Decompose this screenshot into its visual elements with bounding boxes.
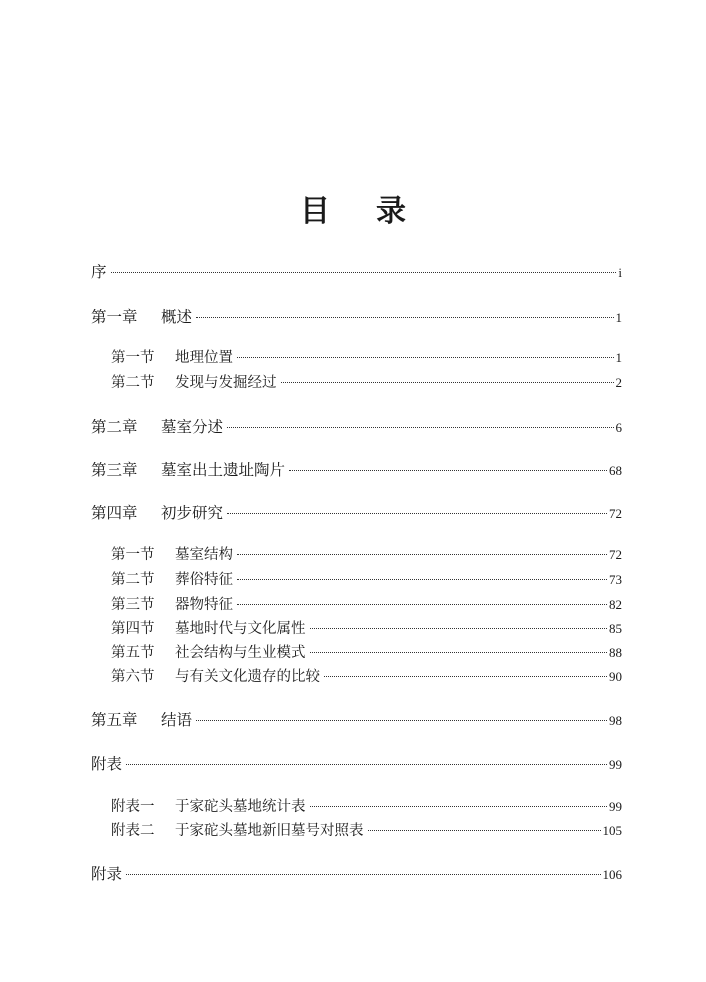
toc-leader-dots [126, 764, 607, 765]
toc-entry-number: 附表二 [111, 823, 155, 839]
toc-entry-title: 墓地时代与文化属性 [175, 621, 306, 637]
toc-entry-chapter-2[interactable] [91, 415, 622, 439]
toc-entry-section[interactable] [111, 665, 622, 689]
toc-page-number: 6 [615, 420, 622, 435]
toc-page-number: 85 [609, 621, 622, 636]
toc-entry-title: 器物特征 [175, 597, 233, 613]
toc-page-number: 98 [609, 713, 622, 728]
toc-leader-dots [310, 652, 608, 653]
toc-page-number: 68 [609, 463, 622, 478]
toc-entry-appendix-tables[interactable] [91, 752, 622, 776]
toc-entry-number: 第三章 [91, 461, 138, 479]
toc-leader-dots [237, 554, 607, 555]
toc-leader-dots [196, 317, 613, 318]
toc-page-number: 1 [615, 310, 622, 325]
toc-entry-title: 初步研究 [161, 504, 224, 522]
toc-entry-number: 第二节 [111, 375, 155, 391]
toc-page-number: 90 [609, 669, 622, 684]
toc-entry-section[interactable] [111, 346, 622, 370]
toc-page-number: 1 [615, 350, 622, 365]
toc-leader-dots [227, 513, 607, 514]
toc-entry-number: 第四章 [91, 504, 138, 522]
toc-leader-dots [324, 676, 607, 677]
toc-page-number: i [618, 265, 622, 280]
toc-entry-title: 葬俗特征 [175, 572, 233, 588]
toc-entry-number: 第二章 [91, 418, 138, 436]
toc-entry-number: 第一节 [111, 547, 155, 563]
toc-entry-title: 与有关文化遗存的比较 [175, 669, 320, 685]
toc-page-number: 72 [609, 506, 622, 521]
toc-page-number: 2 [615, 375, 622, 390]
page-title [0, 186, 706, 230]
toc-page-number: 73 [609, 572, 622, 587]
toc-entry-title: 社会结构与生业模式 [175, 645, 306, 661]
toc-entry-title: 结语 [161, 711, 193, 729]
toc-entry-number: 附表一 [111, 799, 155, 815]
toc-entry-number: 第一章 [91, 308, 138, 326]
toc-entry-table[interactable] [111, 819, 622, 843]
toc-leader-dots [310, 628, 608, 629]
toc-page-number: 72 [609, 547, 622, 562]
toc-entry-title: 发现与发掘经过 [175, 375, 277, 391]
toc-entry-number: 第六节 [111, 669, 155, 685]
toc-entry-section[interactable] [111, 371, 622, 395]
toc-page-number: 82 [609, 597, 622, 612]
toc-leader-dots [281, 382, 614, 383]
toc-page-number: 105 [602, 823, 622, 838]
toc-entry-title: 墓室分述 [161, 418, 224, 436]
toc-leader-dots [227, 427, 613, 428]
toc-page-number: 99 [609, 799, 622, 814]
toc-leader-dots [196, 720, 607, 721]
toc-entry-number: 第五节 [111, 645, 155, 661]
toc-entry-title: 墓室出土遗址陶片 [161, 461, 286, 479]
toc-entry-section[interactable] [111, 617, 622, 641]
toc-leader-dots [310, 806, 608, 807]
toc-entry-section[interactable] [111, 641, 622, 665]
toc-entry-preface[interactable] [91, 260, 622, 284]
toc-entry-number: 第一节 [111, 350, 155, 366]
toc-leader-dots [368, 830, 601, 831]
toc-entry-title: 附录 [91, 865, 123, 883]
toc-leader-dots [126, 874, 600, 875]
toc-entry-title: 墓室结构 [175, 547, 233, 563]
toc-leader-dots [237, 357, 614, 358]
title-char-left: 目 [300, 194, 330, 229]
toc-page-number: 106 [602, 867, 622, 882]
toc-entry-title: 地理位置 [175, 350, 233, 366]
toc-leader-dots [237, 604, 607, 605]
toc-entry-section[interactable] [111, 543, 622, 567]
toc-entry-title: 序 [91, 263, 107, 281]
toc-entry-chapter-4[interactable] [91, 501, 622, 525]
toc-entry-title: 于家砣头墓地统计表 [175, 799, 306, 815]
toc-entry-number: 第四节 [111, 621, 155, 637]
title-char-right: 录 [376, 194, 406, 229]
toc-entry-chapter-5[interactable] [91, 708, 622, 732]
toc-entry-appendix[interactable] [91, 862, 622, 886]
toc-leader-dots [111, 272, 617, 273]
toc-page-number: 88 [609, 645, 622, 660]
toc-entry-section[interactable] [111, 593, 622, 617]
toc-leader-dots [237, 579, 607, 580]
toc-entry-table[interactable] [111, 795, 622, 819]
toc-entry-number: 第五章 [91, 711, 138, 729]
toc-entry-title: 附表 [91, 755, 123, 773]
toc-page-number: 99 [609, 757, 622, 772]
toc-entry-chapter-3[interactable] [91, 458, 622, 482]
toc-entry-section[interactable] [111, 568, 622, 592]
toc-entry-title: 概述 [161, 308, 193, 326]
toc-entry-number: 第二节 [111, 572, 155, 588]
toc-entry-chapter-1[interactable] [91, 305, 622, 329]
toc-leader-dots [289, 470, 607, 471]
toc-entry-number: 第三节 [111, 597, 155, 613]
toc-entry-title: 于家砣头墓地新旧墓号对照表 [175, 823, 364, 839]
